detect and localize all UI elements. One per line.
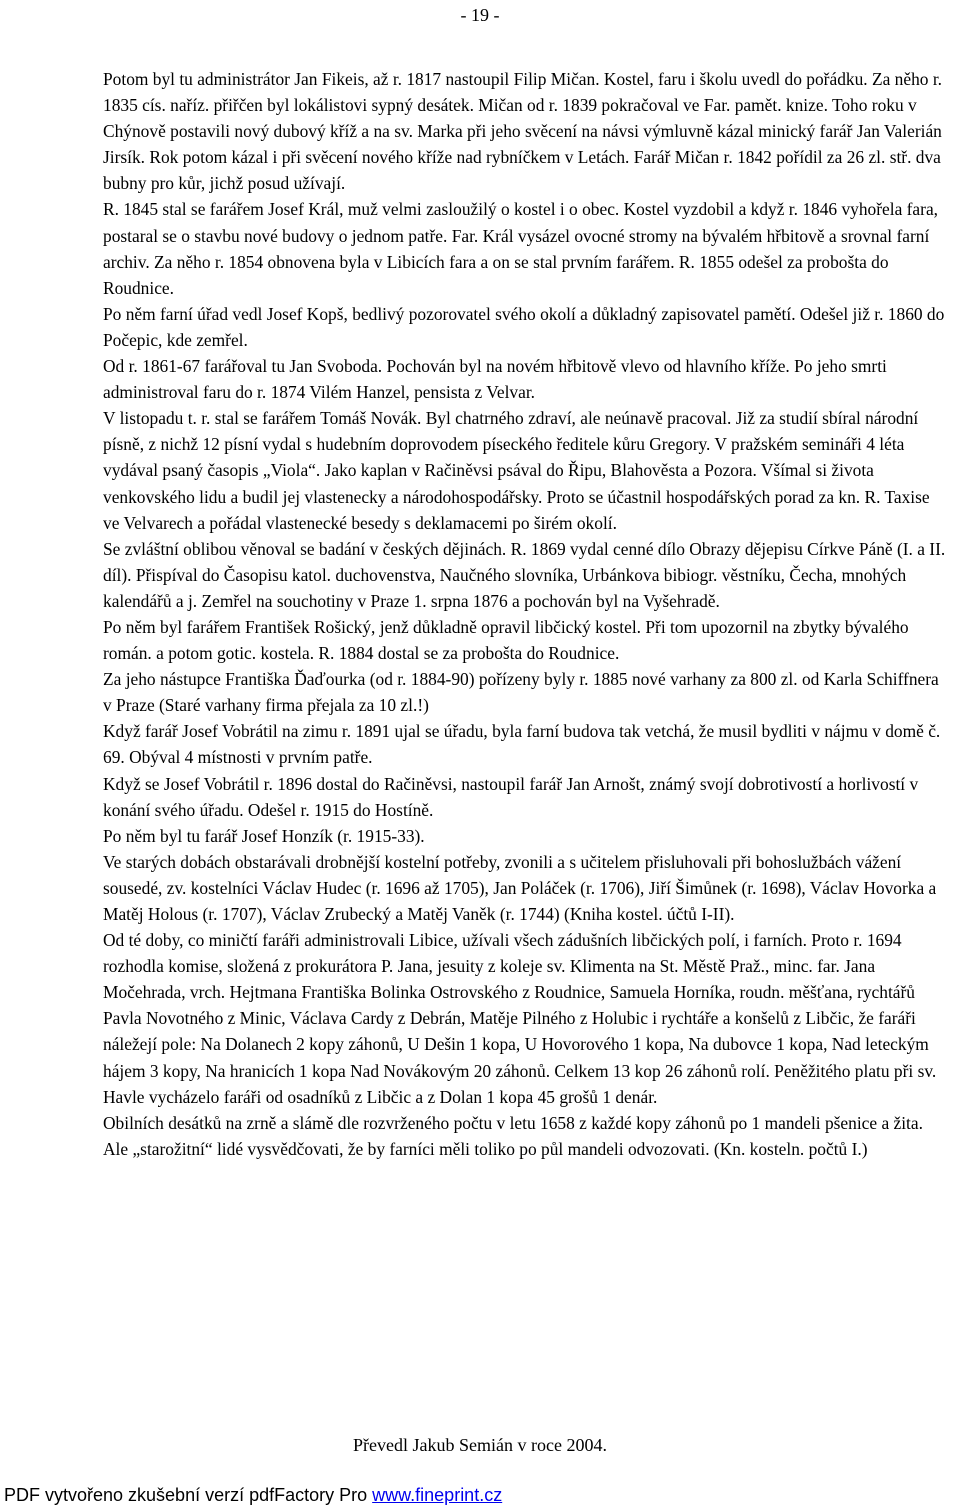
paragraph: Když farář Josef Vobrátil na zimu r. 1891 ujal se úřadu, byla farní budova tak vetchá, že musil bydliti v nájmu v domě č. 69. Obýval 4 místnosti v prvním patře.: [103, 721, 941, 768]
page-number: - 19 -: [460, 5, 500, 25]
paragraph: Po něm byl farářem František Rošický, jenž důkladně opravil libčický kostel. Při tom upozornil na zbytky bývalého román. a potom gotic. kostela. R. 1884 dostal se za probošta do Roudnice.: [103, 616, 909, 664]
translator-credit: Převedl Jakub Semián v roce 2004.: [353, 1435, 607, 1455]
paragraph: Potom byl tu administrátor Jan Fikeis, až r. 1817 nastoupil Filip Mičan. Kostel, faru i školu uvedl do pořádku. Za něho r. 1835 cís. naříz. přiřčen byl lokálistovi sypný desátek. Mičan od r. 1839 pokračoval ve Far. pamět. knize. Toho roku v Chýnově postavili nový dubový kříž a na sv. Marka při jeho svěcení na návsi výmluvně kázal minický farář Jan Valerián Jirsík. Rok potom kázal i při svěcení nového kříže nad rybníčkem v Letách. Farář Mičan r. 1842 pořídil za 26 zl. stř. dva bubny pro kůr, jichž posud užívají.: [103, 69, 942, 194]
paragraph: R. 1845 stal se farářem Josef Král, muž velmi zasloužilý o kostel i o obec. Kostel vyzdobil a když r. 1846 vyhořela fara, postaral se o stavbu nové budovy o jednom patře. Far. Král vysázel ovocné stromy na bývalém hřbitově a srovnal farní archiv. Za něho r. 1854 obnovena byla v Libicích fara a on se stal prvním farářem. R. 1855 odešel za probošta do Roudnice.: [103, 199, 939, 298]
paragraph: Od té doby, co miničtí faráři administrovali Libice, užívali všech zádušních libčických polí, i farních. Proto r. 1694 rozhodla komise, složená z prokurátora P. Jana, jesuity z koleje sv. Klimenta na St. Městě Praž., minc. far. Jana Močehrada, vrch. Hejtmana Františka Bolinka Ostrovského z Roudnice, Samuela Horníka, roudn. měšťana, rychtářů Pavla Novotného z Minic, Václava Cardy z Debrán, Matěje Pilného z Holubic i rychtáře a konšelů z Libčic, že faráři náležejí pole: Na Dolanech 2 kopy záhonů, U Dešin 1 kopa, U Hovorového 1 kopa, Na dubovce 1 kopa, Nad leteckým hájem 3 kopy, Na hranicích 1 kopa Nad Novákovým 20 záhonů. Celkem 13 kop 26 záhonů rolí. Peněžitého platu při sv. Havle vycházelo faráři od osadníků z Libčic a z Dolan 1 kopa 45 grošů 1 denár.: [103, 930, 937, 1107]
pdf-footer-text: PDF vytvořeno zkušební verzí pdfFactory Pro: [4, 1485, 368, 1505]
fineprint-link[interactable]: www.fineprint.cz: [372, 1485, 503, 1505]
paragraph: Obilních desátků na zrně a slámě dle rozvrženého počtu v letu 1658 z každé kopy záhonů po 1 mandeli pšenice a žita. Ale „starožitní“ lidé vysvědčovati, že by farníci měli toliko po půl mandeli odvozovati. (Kn. kosteln. počtů I.): [103, 1112, 923, 1159]
paragraph: Za jeho nástupce Františka Ďaďourka (od r. 1884-90) pořízeny byly r. 1885 nové varhany za 800 zl. od Karla Schiffnera v Praze (Staré varhany firma přejala za 10 zl.!): [103, 669, 939, 716]
paragraph: Ve starých dobách obstarávali drobnější kostelní potřeby, zvonili a s učitelem přisluhovali při bohoslužbách vážení sousedé, zv. kostelníci Václav Hudec (r. 1696 až 1705), Jan Poláček (r. 1706), Jiří Šimůnek (r. 1698), Václav Hovorka a Matěj Holous (r. 1707), Václav Zrubecký a Matěj Vaněk (r. 1744) (Kniha kostel. účtů I-II).: [103, 851, 937, 924]
paragraph: Se zvláštní oblibou věnoval se badání v českých dějinách. R. 1869 vydal cenné dílo Obrazy dějepisu Církve Páně (I. a II. díl). Přispíval do Časopisu katol. duchovenstva, Naučného slovníka, Urbánkova bibiogr. věstníku, Čecha, mnohých kalendářů a j. Zemřel na souchotiny v Praze 1. srpna 1876 a pochován byl na Vyšehradě.: [103, 538, 946, 611]
paragraph: Po něm byl tu farář Josef Honzík (r. 1915-33).: [103, 825, 425, 846]
document-body: [103, 66, 949, 1162]
paragraph: V listopadu t. r. stal se farářem Tomáš Novák. Byl chatrného zdraví, ale neúnavě pracoval. Již za studií sbíral národní písně, z nichž 12 písní vydal s hudebním doprovodem píseckého ředitele kůru Gregory. V pražském semináři 4 léta vydával psaný časopis „Viola“. Jako kaplan v Račiněvsi psával do Řipu, Blahověsta a Pozora. Všímal si života venkovského lidu a budil jej vlastenecky a národohospodářsky. Proto se účastnil hospodářských porad za kn. R. Taxise ve Velvarech a pořádal vlastenecké besedy s deklamacemi po širém okolí.: [103, 408, 930, 533]
paragraph: Od r. 1861-67 farářoval tu Jan Svoboda. Pochován byl na novém hřbitově vlevo od hlavního kříže. Po jeho smrti administroval faru do r. 1874 Vilém Hanzel, pensista z Velvar.: [103, 356, 887, 403]
paragraph: Po něm farní úřad vedl Josef Kopš, bedlivý pozorovatel svého okolí a důkladný zapisovatel pamětí. Odešel již r. 1860 do Počepic, kde zemřel.: [103, 303, 945, 350]
pdf-footer: [0, 1484, 960, 1506]
paragraph: Když se Josef Vobrátil r. 1896 dostal do Račiněvsi, nastoupil farář Jan Arnošt, známý svojí dobrotivostí a horlivostí v konání svého úřadu. Odešel r. 1915 do Hostíně.: [103, 773, 919, 820]
